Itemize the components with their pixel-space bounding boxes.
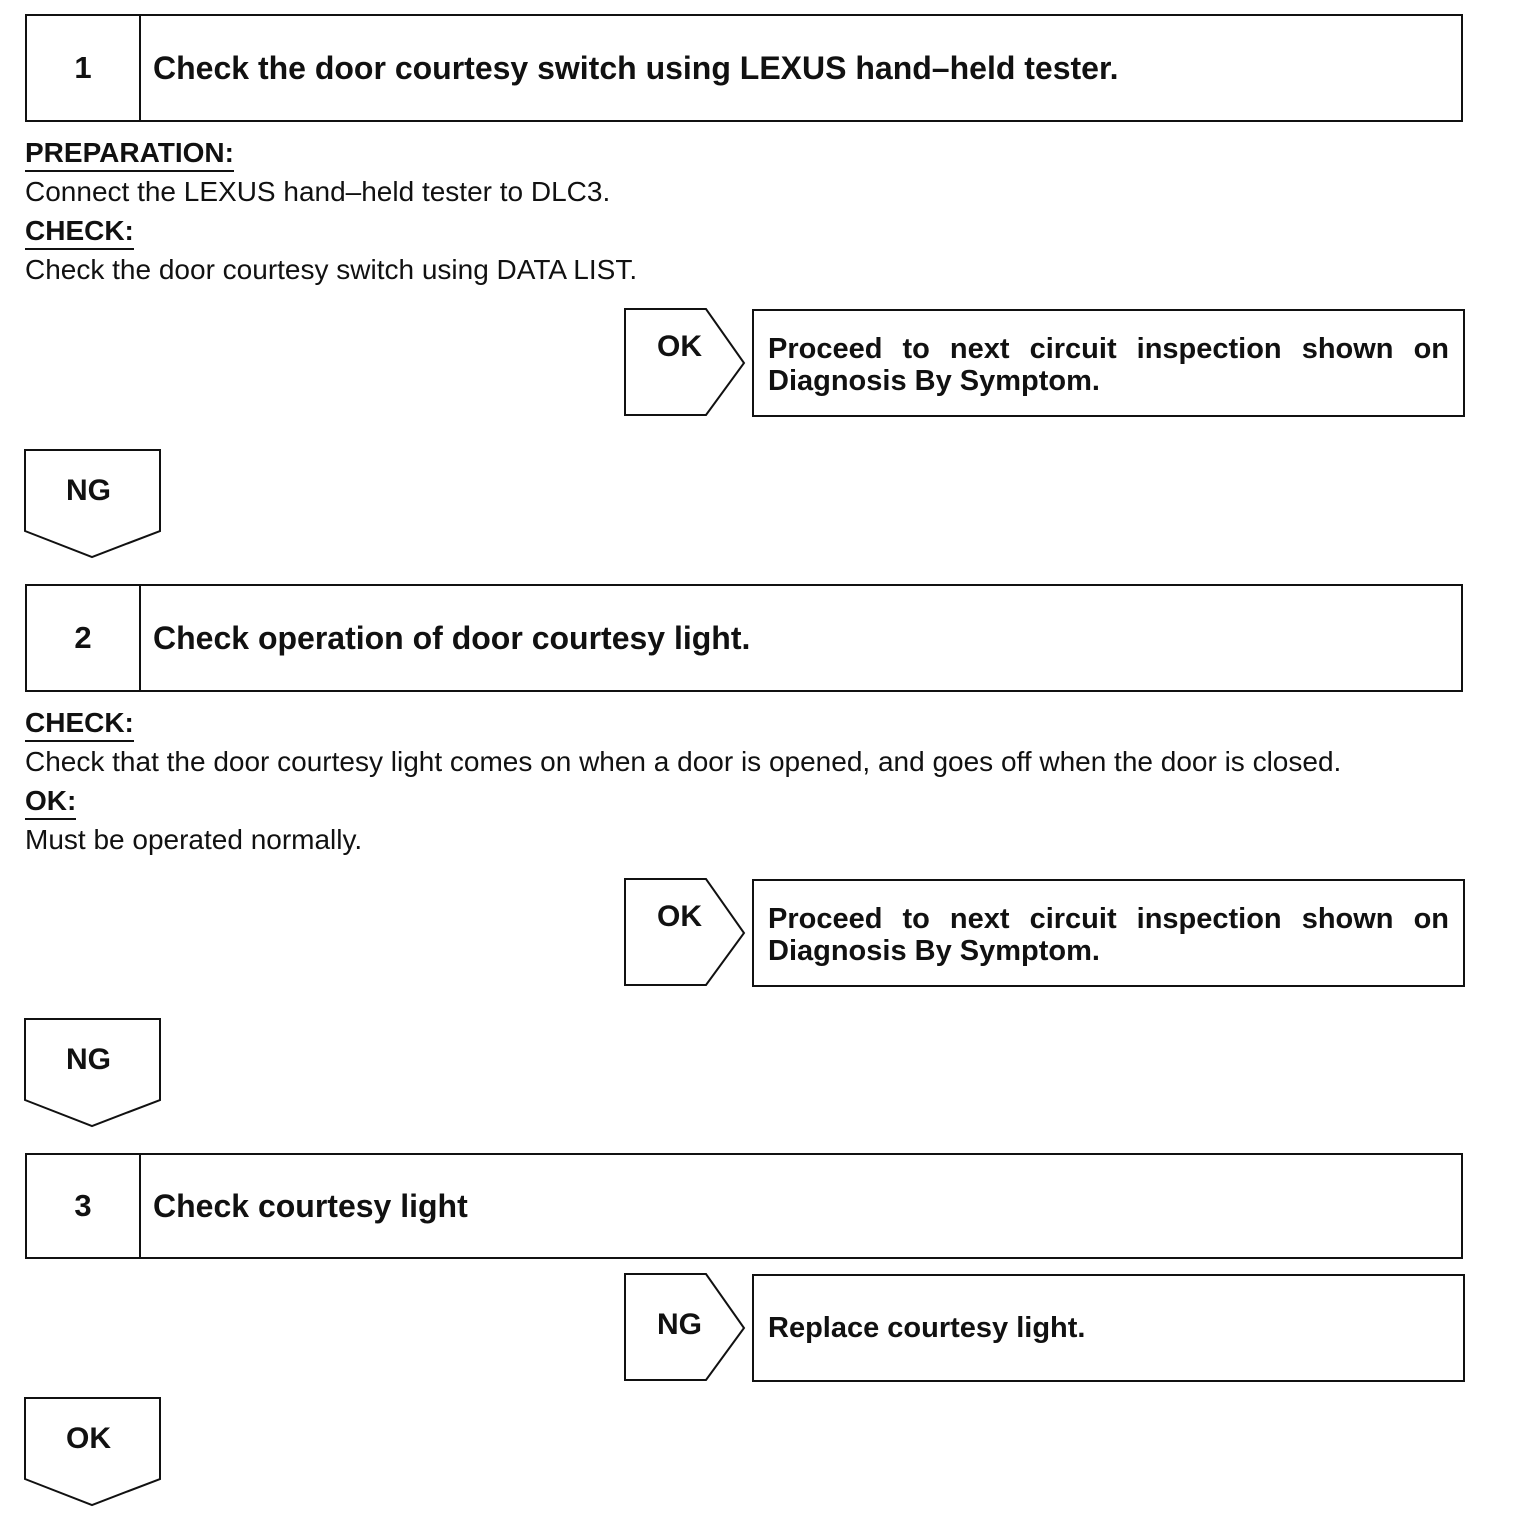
step-3-branch-arrow: [624, 1273, 748, 1383]
step-1-title: Check the door courtesy switch using LEXUS hand–held tester.: [153, 49, 1119, 86]
step-2-branch-label: OK: [657, 900, 702, 933]
step-1-check-text: Check the door courtesy switch using DATA LIST.: [25, 254, 638, 285]
step-1-branch-result-box: [752, 309, 1465, 417]
step-1-box: [25, 14, 1463, 122]
step-3-title: Check courtesy light: [153, 1187, 468, 1224]
step-1-number: 1: [27, 16, 141, 120]
step-2-branch-arrow: [624, 878, 748, 988]
step-1-next-arrow: [24, 449, 164, 561]
step-2-check-label: CHECK:: [25, 706, 134, 742]
step-1-branch-label: OK: [657, 330, 702, 363]
step-1-branch-result-text: Proceed to next circuit inspection shown on Diagnosis By Symptom.: [768, 333, 1449, 397]
step-1-next-label: NG: [66, 474, 111, 507]
step-1-preparation-text: Connect the LEXUS hand–held tester to DLC3.: [25, 176, 611, 207]
step-3-branch-label: NG: [657, 1308, 702, 1341]
step-1-branch-arrow: [624, 308, 748, 418]
step-3-branch-result-text: Replace courtesy light.: [768, 1312, 1086, 1344]
step-3-number: 3: [27, 1155, 141, 1257]
step-2-branch-result-text: Proceed to next circuit inspection shown on Diagnosis By Symptom.: [768, 903, 1449, 967]
step-2-ok-text: Must be operated normally.: [25, 824, 363, 855]
step-2-next-arrow: [24, 1018, 164, 1130]
step-2-check-text: Check that the door courtesy light comes on when a door is opened, and goes off when the door is closed.: [25, 746, 1342, 777]
step-2-title: Check operation of door courtesy light.: [153, 619, 751, 656]
step-3-next-label: OK: [66, 1422, 111, 1455]
step-3-box: [25, 1153, 1463, 1259]
step-2-branch-result-box: [752, 879, 1465, 987]
step-2-ok-label: OK:: [25, 784, 76, 820]
step-2-box: [25, 584, 1463, 692]
step-2-number: 2: [27, 586, 141, 690]
step-1-preparation-label: PREPARATION:: [25, 136, 234, 172]
step-2-next-label: NG: [66, 1043, 111, 1076]
step-3-branch-result-box: [752, 1274, 1465, 1382]
step-3-next-arrow: [24, 1397, 164, 1509]
step-1-check-label: CHECK:: [25, 214, 134, 250]
